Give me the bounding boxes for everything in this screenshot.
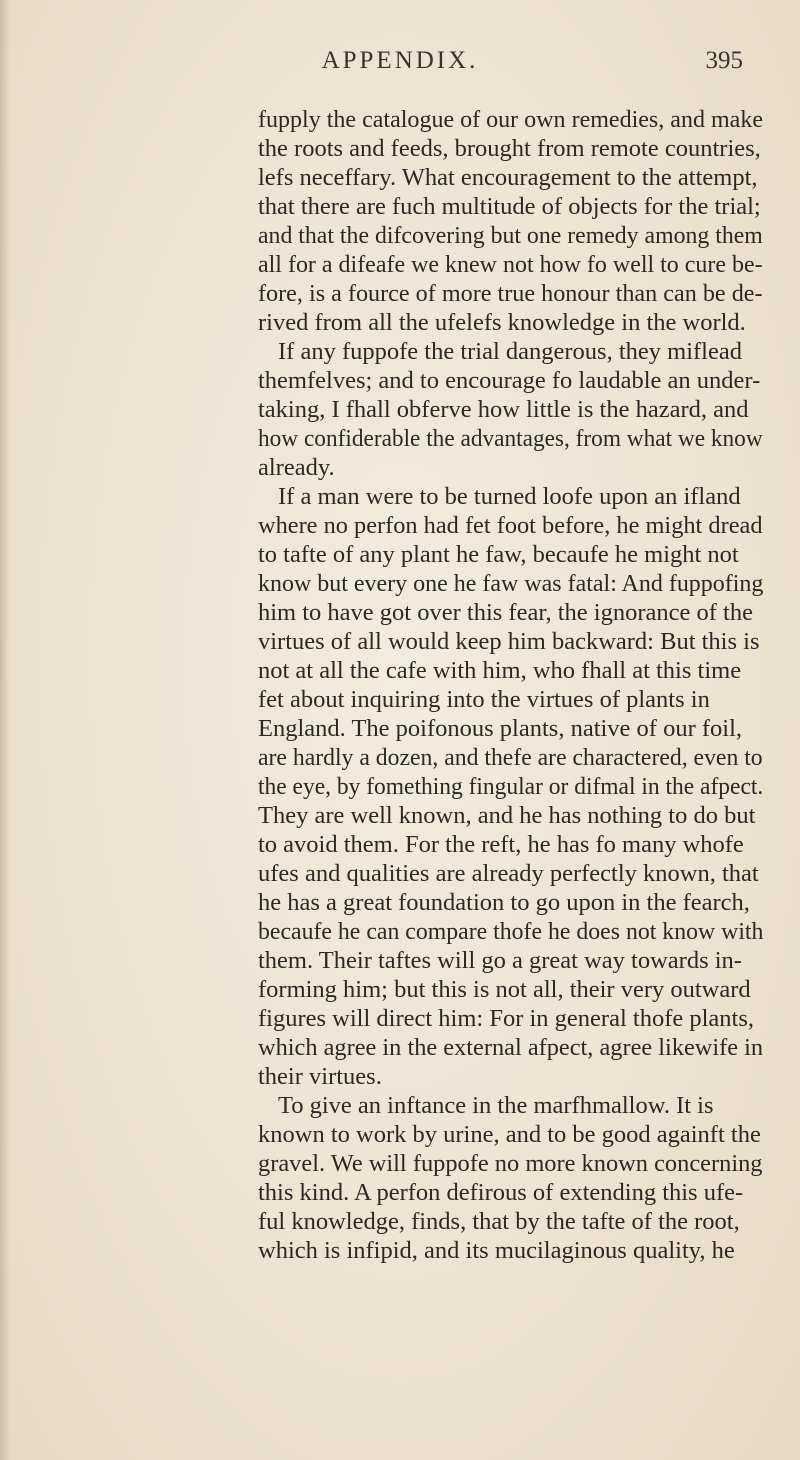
text-line: ufes and qualities are already perfectly known, that bbox=[258, 860, 759, 887]
text-line: the roots and feeds, brought from remote countries, bbox=[258, 135, 761, 162]
text-line: becaufe he can compare thofe he does not know with bbox=[258, 918, 764, 945]
page-header bbox=[0, 47, 800, 87]
text-line: know but every one he faw was fatal: And fuppofing bbox=[258, 570, 764, 597]
text-line: already. bbox=[258, 454, 335, 481]
text-line: To give an inftance in the marfhmallow. It is bbox=[278, 1092, 714, 1119]
text-line: figures will direct him: For in general thofe plants, bbox=[258, 1005, 755, 1032]
text-line: the eye, by fomething fingular or difmal in the afpect. bbox=[258, 773, 764, 800]
text-line: are hardly a dozen, and thefe are charactered, even to bbox=[258, 744, 763, 771]
text-line: all for a difeafe we knew not how fo well to cure be- bbox=[258, 251, 763, 278]
text-line: which agree in the external afpect, agree likewife in bbox=[258, 1034, 764, 1061]
text-line: fupply the catalogue of our own remedies, and make bbox=[258, 106, 764, 133]
text-line: them. Their taftes will go a great way towards in- bbox=[258, 947, 742, 974]
text-line: fore, is a fource of more true honour than can be de- bbox=[258, 280, 763, 307]
text-line: lefs neceffary. What encouragement to the attempt, bbox=[258, 164, 758, 191]
text-line: gravel. We will fuppofe no more known concerning bbox=[258, 1150, 763, 1177]
text-line: how confiderable the advantages, from what we know bbox=[258, 425, 763, 452]
text-line: rived from all the ufelefs knowledge in the world. bbox=[258, 309, 746, 336]
text-line: that there are fuch multitude of objects for the trial; bbox=[258, 193, 761, 220]
running-head: APPENDIX. bbox=[321, 47, 479, 74]
text-line: themfelves; and to encourage fo laudable an under- bbox=[258, 367, 761, 394]
text-line: England. The poifonous plants, native of our foil, bbox=[258, 715, 743, 742]
text-line: he has a great foundation to go upon in the fearch, bbox=[258, 889, 750, 916]
text-line: forming him; but this is not all, their very outward bbox=[258, 976, 751, 1003]
text-line: known to work by urine, and to be good againft the bbox=[258, 1121, 761, 1148]
text-line: and that the difcovering but one remedy among them bbox=[258, 222, 763, 249]
text-line: They are well known, and he has nothing to do but bbox=[258, 802, 756, 829]
text-line: If a man were to be turned loofe upon an ifland bbox=[278, 483, 741, 510]
text-line: virtues of all would keep him backward: But this is bbox=[258, 628, 760, 655]
text-line: this kind. A perfon defirous of extending this ufe- bbox=[258, 1179, 744, 1206]
text-line: taking, I fhall obferve how little is the hazard, and bbox=[258, 396, 749, 423]
page-gutter-shadow bbox=[0, 0, 10, 1460]
text-line: If any fuppofe the trial dangerous, they miflead bbox=[278, 338, 742, 365]
text-line: him to have got over this fear, the ignorance of the bbox=[258, 599, 753, 626]
text-line: to avoid them. For the reft, he has fo many whofe bbox=[258, 831, 744, 858]
text-line: to tafte of any plant he faw, becaufe he might not bbox=[258, 541, 739, 568]
text-line: not at all the cafe with him, who fhall at this time bbox=[258, 657, 742, 684]
text-line: fet about inquiring into the virtues of plants in bbox=[258, 686, 710, 713]
text-line: their virtues. bbox=[258, 1063, 382, 1090]
text-line: which is infipid, and its mucilaginous quality, he bbox=[258, 1237, 735, 1264]
page-number: 395 bbox=[705, 47, 743, 74]
text-line: where no perfon had fet foot before, he might dread bbox=[258, 512, 763, 539]
text-line: ful knowledge, finds, that by the tafte of the root, bbox=[258, 1208, 740, 1235]
